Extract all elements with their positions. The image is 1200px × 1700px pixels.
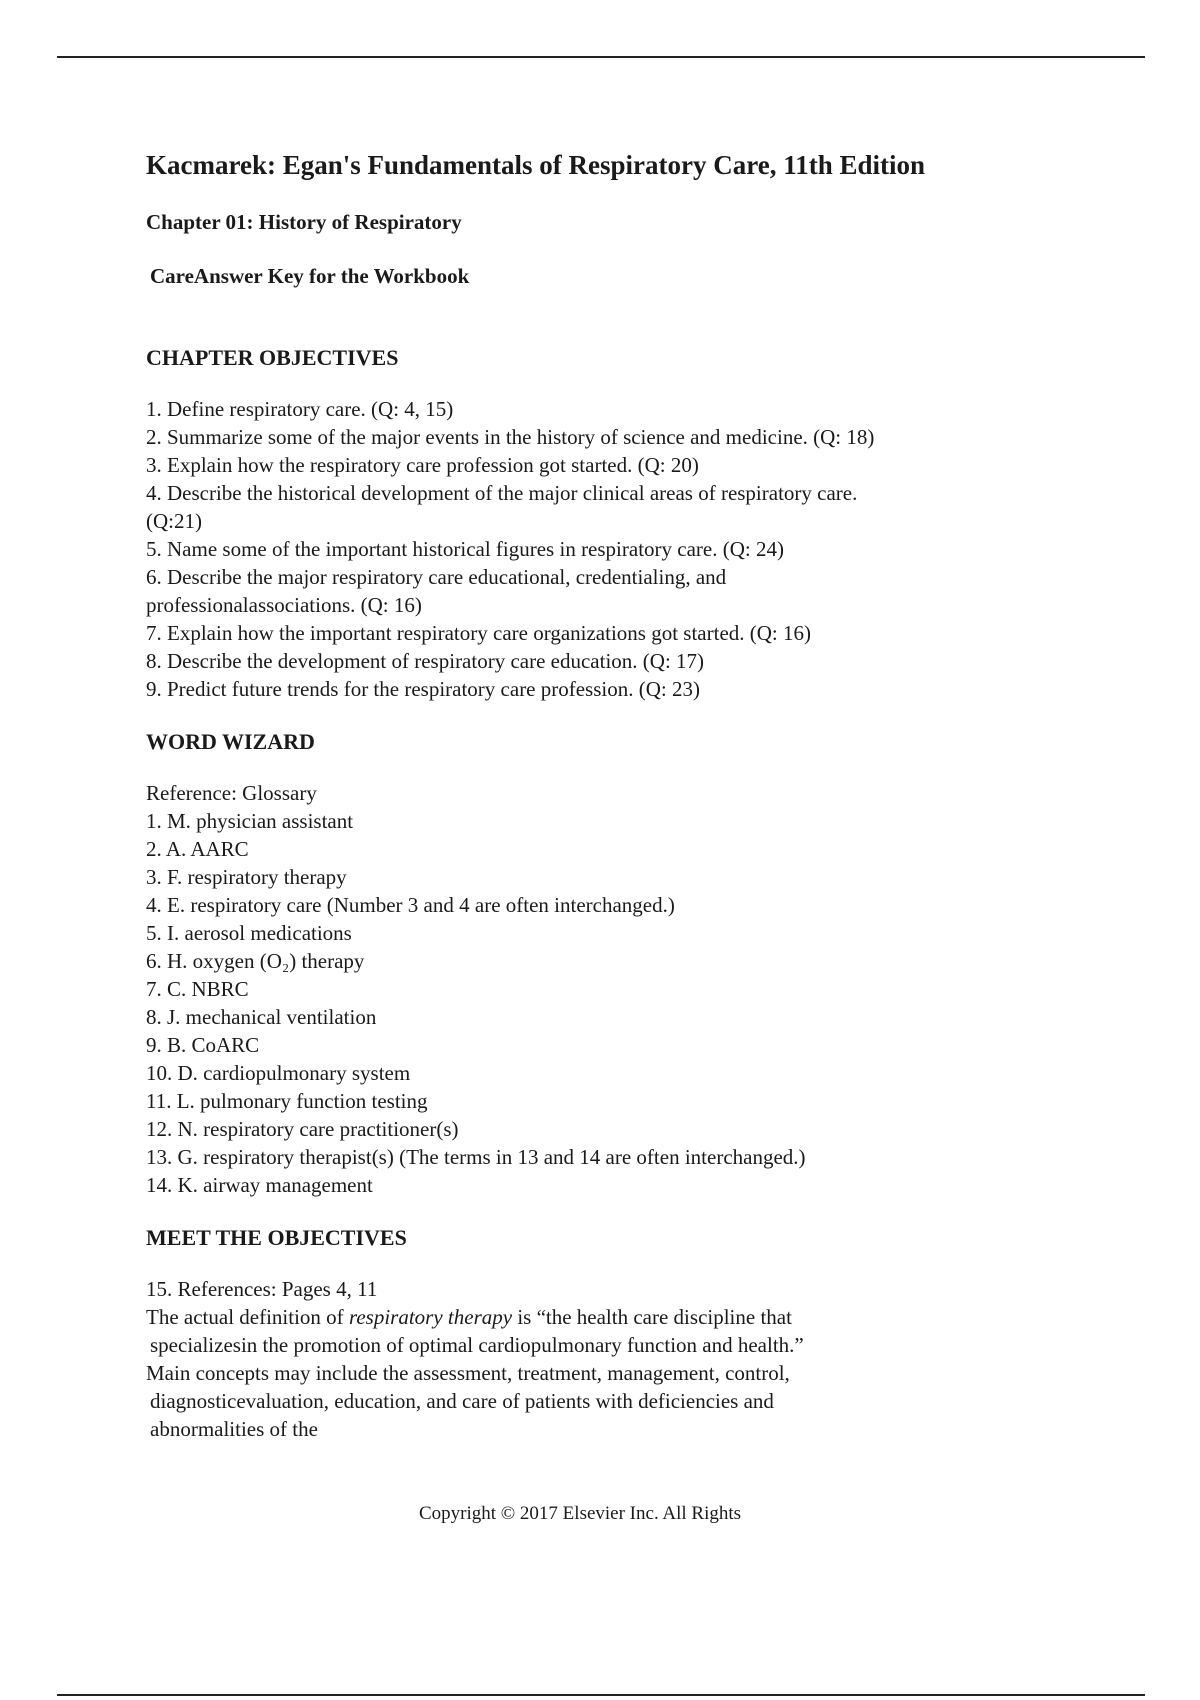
chapter-objectives-heading: CHAPTER OBJECTIVES xyxy=(146,345,399,370)
definition-prefix: The actual definition of xyxy=(146,1305,349,1329)
list-item: 1. Define respiratory care. (Q: 4, 15) xyxy=(146,397,454,421)
bottom-rule xyxy=(57,1694,1145,1696)
word-wizard-heading: WORD WIZARD xyxy=(146,729,315,754)
concepts-paragraph xyxy=(146,1359,1046,1443)
list-item: 3. Explain how the respiratory care profession got started. (Q: 20) xyxy=(146,453,699,477)
list-item: 2. Summarize some of the major events in the history of science and medicine. (Q: 18) xyxy=(146,425,875,449)
list-item: 7. C. NBRC xyxy=(146,977,249,1001)
word-wizard-list xyxy=(146,779,1046,1199)
definition-suffix: is “the health care discipline that xyxy=(512,1305,792,1329)
copyright-footer: Copyright © 2017 Elsevier Inc. All Rights xyxy=(418,1503,742,1524)
definition-line-2: specializesin the promotion of optimal cardiopulmonary function and health.” xyxy=(150,1333,804,1357)
definition-term: respiratory therapy xyxy=(348,1305,513,1329)
meet-objectives-body xyxy=(146,1275,1046,1443)
concepts-line-1: Main concepts may include the assessment, treatment, management, control, xyxy=(146,1361,790,1385)
list-item: 5. I. aerosol medications xyxy=(146,921,352,945)
meet-objectives-heading: MEET THE OBJECTIVES xyxy=(146,1225,407,1250)
answer-key-subtitle: CareAnswer Key for the Workbook xyxy=(150,264,470,288)
list-item: 1. M. physician assistant xyxy=(146,809,354,833)
list-item: 8. Describe the development of respiratory care education. (Q: 17) xyxy=(146,649,705,673)
meet-objectives-reference: 15. References: Pages 4, 11 xyxy=(146,1277,378,1301)
list-item: 11. L. pulmonary function testing xyxy=(146,1089,428,1113)
word-wizard-reference: Reference: Glossary xyxy=(146,781,317,805)
list-item: 4. E. respiratory care (Number 3 and 4 are often interchanged.) xyxy=(146,893,675,917)
list-item: 7. Explain how the important respiratory care organizations got started. (Q: 16) xyxy=(146,621,812,645)
list-item: 2. A. AARC xyxy=(146,837,249,861)
book-title: Kacmarek: Egan's Fundamentals of Respiratory Care, 11th Edition xyxy=(146,150,926,180)
list-item: (Q:21) xyxy=(146,509,202,533)
list-item: 10. D. cardiopulmonary system xyxy=(146,1061,411,1085)
list-item: 9. B. CoARC xyxy=(146,1033,260,1057)
list-item: 13. G. respiratory therapist(s) (The terms in 13 and 14 are often interchanged.) xyxy=(146,1145,806,1169)
list-item: 6. Describe the major respiratory care educational, credentialing, and xyxy=(146,565,727,589)
chapter-objectives-list xyxy=(146,395,1046,703)
definition-paragraph xyxy=(146,1303,1046,1359)
concepts-line-3: abnormalities of the xyxy=(150,1417,318,1441)
list-item: 14. K. airway management xyxy=(146,1173,373,1197)
list-item: 12. N. respiratory care practitioner(s) xyxy=(146,1117,459,1141)
list-item: 4. Describe the historical development of the major clinical areas of respiratory care. xyxy=(146,481,858,505)
page-content xyxy=(146,140,1046,1443)
list-item: 9. Predict future trends for the respiratory care profession. (Q: 23) xyxy=(146,677,700,701)
list-item: 6. H. oxygen (O₂) therapy xyxy=(146,949,365,973)
top-rule xyxy=(57,56,1145,58)
concepts-line-2: diagnosticevaluation, education, and care of patients with deficiencies and xyxy=(150,1389,774,1413)
list-item: professionalassociations. (Q: 16) xyxy=(146,593,422,617)
list-item: 8. J. mechanical ventilation xyxy=(146,1005,377,1029)
chapter-title: Chapter 01: History of Respiratory xyxy=(146,210,462,234)
list-item: 3. F. respiratory therapy xyxy=(146,865,347,889)
list-item: 5. Name some of the important historical figures in respiratory care. (Q: 24) xyxy=(146,537,784,561)
